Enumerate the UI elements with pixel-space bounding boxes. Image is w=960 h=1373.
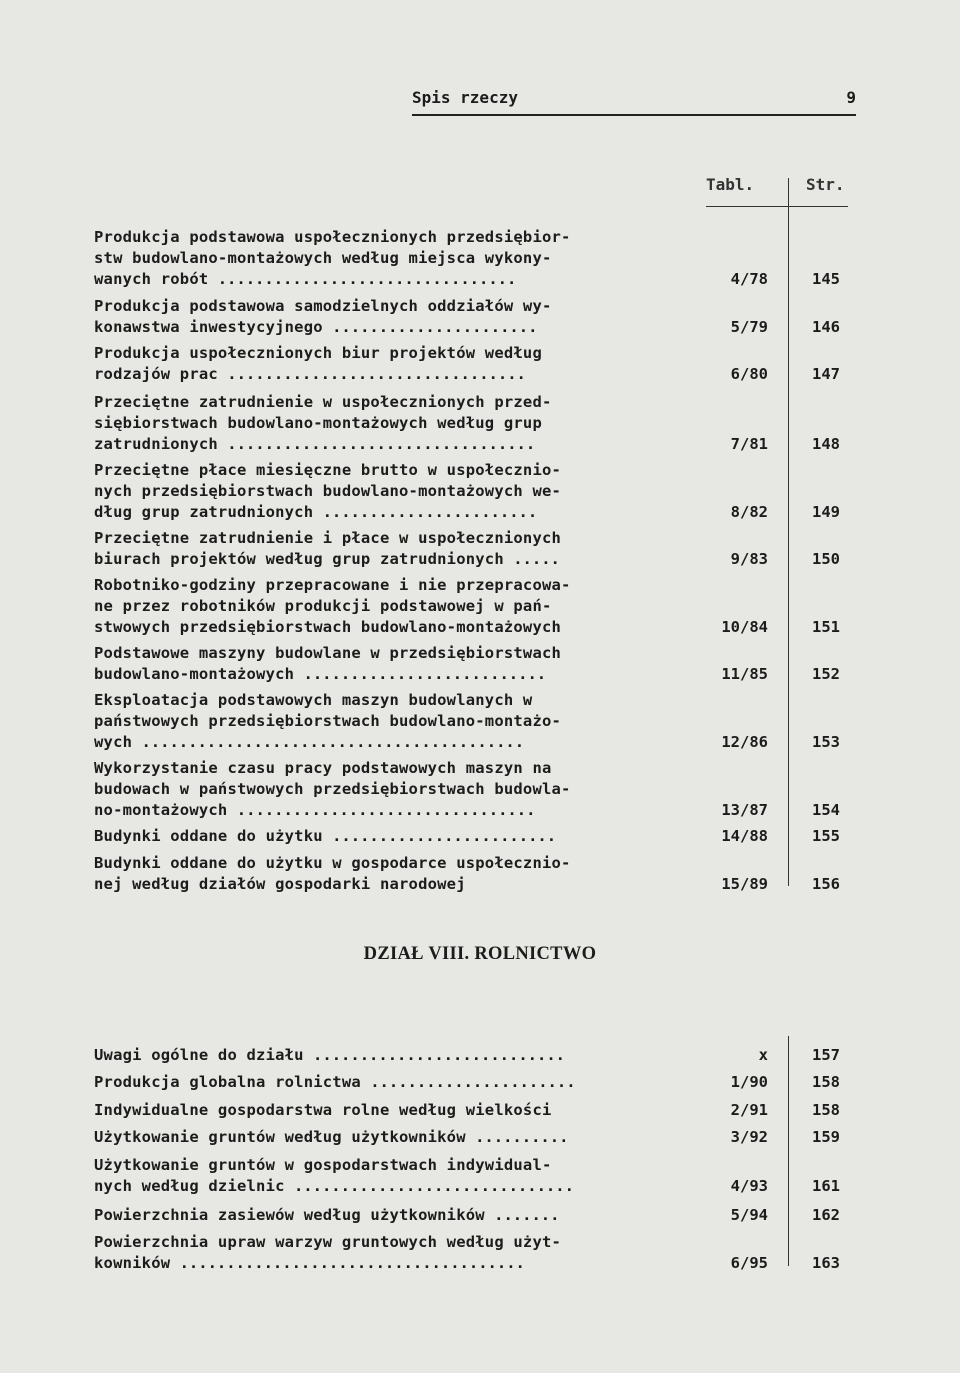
toc-entry-table-number: 5/94 [730, 1206, 768, 1224]
toc-entry [94, 460, 854, 523]
toc-leader-dots: ................................ [227, 801, 536, 819]
toc-entry-title [94, 1127, 684, 1148]
toc-entry-table-number: 3/92 [730, 1128, 768, 1146]
toc-leader-dots: ......................................... [132, 733, 525, 751]
toc-entry-page-number: 153 [812, 733, 840, 751]
toc-entry-page-number: 148 [812, 435, 840, 453]
toc-entry-title [94, 392, 684, 455]
toc-entry-page-number: 149 [812, 503, 840, 521]
column-header-tabl: Tabl. [706, 175, 755, 194]
toc-entry-table-number: 4/93 [730, 1177, 768, 1195]
toc-entry-text: Powierzchnia zasiewów według użytkowników [94, 1206, 485, 1224]
toc-entry [94, 1072, 854, 1093]
toc-entry-text: Podstawowe maszyny budowlane w przedsiębiorstwach budowlano-montażowych [94, 644, 562, 683]
toc-entry-text: Przeciętne zatrudnienie w uspołecznionych przed- siębiorstwach budowlano-montażowych według grup zatrudnionych [94, 393, 552, 453]
toc-entry [94, 643, 854, 685]
toc-entry-text: Wykorzystanie czasu pracy podstawowych maszyn na budowach w państwowych przedsiębiorstwach budowla- no-montażowych [94, 759, 571, 819]
toc-leader-dots: ................................ [208, 270, 517, 288]
toc-entry-table-number: 2/91 [730, 1101, 768, 1119]
toc-entry-text: Przeciętne zatrudnienie i płace w uspołecznionych biurach projektów według grup zatrudnionych [94, 529, 562, 568]
toc-entry [94, 758, 854, 821]
toc-entry-title [94, 1100, 684, 1121]
toc-entry [94, 690, 854, 753]
toc-entry-title [94, 460, 684, 523]
toc-entry-text: Budynki oddane do użytku w gospodarce uspołecznio- nej według działów gospodarki narodowej [94, 854, 571, 893]
toc-leader-dots: .......................... [294, 665, 547, 683]
toc-entry [94, 853, 854, 895]
toc-entry-table-number: 4/78 [730, 270, 768, 288]
toc-entry-text: Przeciętne płace miesięczne brutto w uspołecznio- nych przedsiębiorstwach budowlano-montażowych we- dług grup zatrudnionych [94, 461, 562, 521]
toc-entry-title [94, 227, 684, 290]
toc-entry-page-number: 146 [812, 318, 840, 336]
toc-entry [94, 575, 854, 638]
running-header [412, 88, 856, 116]
toc-entry-text: Produkcja podstawowa uspołecznionych przedsiębior- stw budowlano-montażowych według miejsca wykony- wanych robót [94, 228, 571, 288]
toc-entry-page-number: 156 [812, 875, 840, 893]
toc-entry-table-number: 9/83 [730, 550, 768, 568]
toc-entry-page-number: 155 [812, 827, 840, 845]
toc-entry-page-number: 157 [812, 1046, 840, 1064]
toc-entry-title [94, 343, 684, 385]
toc-entry [94, 296, 854, 338]
toc-leader-dots: ....................... [313, 503, 538, 521]
toc-leader-dots: ................................. [217, 435, 536, 453]
toc-entry-table-number: 13/87 [721, 801, 768, 819]
toc-entry-text: Produkcja uspołecznionych biur projektów według rodzajów prac [94, 344, 542, 383]
toc-entry-title [94, 853, 684, 895]
toc-entry-text: Powierzchnia upraw warzyw gruntowych według użyt- kowników [94, 1233, 562, 1272]
toc-entry [94, 826, 854, 847]
toc-leader-dots: ........................ [322, 827, 557, 845]
toc-entry-text: Indywidualne gospodarstwa rolne według wielkości [94, 1101, 552, 1119]
toc-entry-page-number: 145 [812, 270, 840, 288]
header-page-number: 9 [846, 88, 856, 107]
column-header-rule [706, 206, 848, 207]
toc-entry-text: Produkcja podstawowa samodzielnych oddziałów wy- konawstwa inwestycyjnego [94, 297, 552, 336]
toc-entry-text: Budynki oddane do użytku [94, 827, 323, 845]
toc-entry-title [94, 1155, 684, 1197]
toc-entry-table-number: 15/89 [721, 875, 768, 893]
toc-entry-page-number: 151 [812, 618, 840, 636]
toc-entry-page-number: 158 [812, 1073, 840, 1091]
toc-entry-page-number: 147 [812, 365, 840, 383]
toc-entry-title [94, 758, 684, 821]
toc-entry-text: Robotniko-godziny przepracowane i nie przepracowa- ne przez robotników produkcji podstawowej w pań- stwowych przedsiębiorstwach budowlano-montażowych [94, 576, 571, 636]
toc-entry-text: Użytkowanie gruntów w gospodarstwach indywidual- nych według dzielnic [94, 1156, 552, 1195]
toc-entry [94, 1045, 854, 1066]
toc-entry-title [94, 528, 684, 570]
toc-entry-title [94, 826, 684, 847]
toc-entry-title [94, 296, 684, 338]
toc-entry-table-number: x [758, 1046, 768, 1064]
toc-entry-table-number: 12/86 [721, 733, 768, 751]
column-header-str: Str. [806, 175, 845, 194]
toc-entry-page-number: 150 [812, 550, 840, 568]
toc-entry [94, 1127, 854, 1148]
toc-leader-dots: ...................... [360, 1073, 576, 1091]
toc-entry-table-number: 11/85 [721, 665, 768, 683]
toc-entry-page-number: 162 [812, 1206, 840, 1224]
toc-entry-table-number: 10/84 [721, 618, 768, 636]
toc-entry-page-number: 152 [812, 665, 840, 683]
toc-leader-dots: ....... [484, 1206, 560, 1224]
toc-entry-page-number: 158 [812, 1101, 840, 1119]
toc-entry-page-number: 163 [812, 1254, 840, 1272]
header-title: Spis rzeczy [412, 88, 518, 107]
toc-entry-table-number: 6/95 [730, 1254, 768, 1272]
toc-entry-title [94, 1045, 684, 1066]
toc-entry-table-number: 14/88 [721, 827, 768, 845]
toc-entry [94, 392, 854, 455]
toc-leader-dots: ........................... [303, 1046, 565, 1064]
toc-entry [94, 528, 854, 570]
toc-entry [94, 343, 854, 385]
toc-entry-title [94, 575, 684, 638]
toc-leader-dots: .......... [465, 1128, 569, 1146]
toc-entry-text: Użytkowanie gruntów według użytkowników [94, 1128, 466, 1146]
toc-entry-page-number: 159 [812, 1128, 840, 1146]
toc-entry-table-number: 8/82 [730, 503, 768, 521]
toc-entry [94, 1232, 854, 1274]
toc-entry [94, 227, 854, 290]
toc-entry-page-number: 154 [812, 801, 840, 819]
toc-entry [94, 1205, 854, 1226]
toc-leader-dots: ..... [503, 550, 560, 568]
toc-entry-title [94, 1205, 684, 1226]
toc-entry-title [94, 690, 684, 753]
toc-entry-text: Uwagi ogólne do działu [94, 1046, 304, 1064]
toc-leader-dots: ..................................... [170, 1254, 525, 1272]
toc-entry [94, 1100, 854, 1121]
toc-entry-table-number: 5/79 [730, 318, 768, 336]
toc-entry-table-number: 7/81 [730, 435, 768, 453]
toc-entry-table-number: 1/90 [730, 1073, 768, 1091]
toc-entry-page-number: 161 [812, 1177, 840, 1195]
toc-entry-title [94, 1232, 684, 1274]
toc-entry-text: Eksploatacja podstawowych maszyn budowlanych w państwowych przedsiębiorstwach budowlano-montażo- wych [94, 691, 562, 751]
toc-entry-text: Produkcja globalna rolnictwa [94, 1073, 361, 1091]
toc-entry-title [94, 1072, 684, 1093]
toc-entry [94, 1155, 854, 1197]
toc-leader-dots: .............................. [284, 1177, 574, 1195]
toc-entry-title [94, 643, 684, 685]
section-heading: DZIAŁ VIII. ROLNICTWO [363, 944, 597, 964]
toc-leader-dots: ...................... [322, 318, 538, 336]
toc-entry-table-number: 6/80 [730, 365, 768, 383]
toc-leader-dots: ................................ [217, 365, 526, 383]
